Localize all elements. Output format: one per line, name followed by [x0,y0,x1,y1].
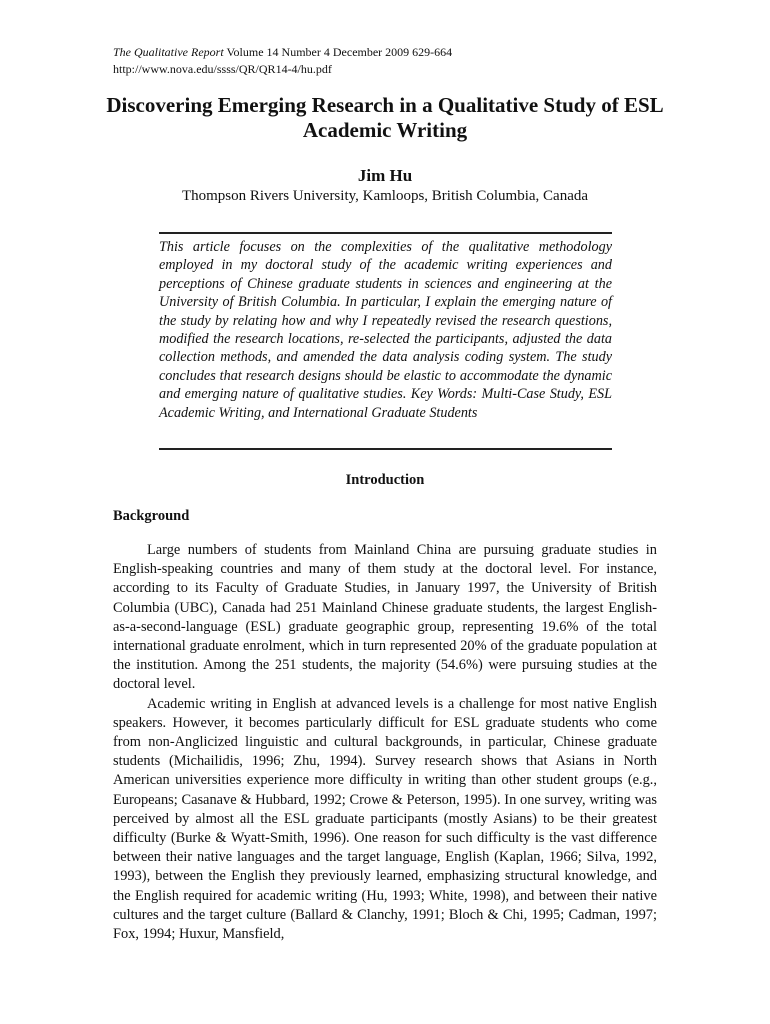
paper-title: Discovering Emerging Research in a Qualitative Study of ESL Academic Writing [106,93,664,142]
abstract-top-rule [159,232,612,234]
subsection-heading: Background [113,508,190,524]
author-name: Jim Hu [357,166,413,185]
paragraph-2: Academic writing in English at advanced levels is a challenge for most native English speakers. However, it becomes particularly difficult for ESL graduate students who come from non-Anglicized linguistic and cultural backgrounds, in particular, Chinese graduate students (Michailidis, 1996; Zhu, 1994). Survey research shows that Asians in North American universities experience more difficulty in writing than other student groups (e.g., Europeans; Casanave & Hubbard, 1992; Crowe & Peterson, 1995). In one survey, writing was perceived by almost all the ESL graduate participants (mostly Asians) to be their greatest difficulty (Burke & Wyatt-Smith, 1996). One reason for such difficulty is the vast difference between their native languages and the target language, English (Kaplan, 1966; Silva, 1992, 1993), between the English they previously learned, emphasizing structural knowledge, and the English required for academic writing (Hu, 1993; White, 1998), and between their native cultures and the target culture (Ballard & Clanchy, 1991; Bloch & Chi, 1995; Cadman, 1997; Fox, 1994; Huxur, Mansfield, [113,695,657,943]
section-heading: Introduction [345,472,425,488]
article-url[interactable]: http://www.nova.edu/ssss/QR/QR14-4/hu.pdf [113,62,332,76]
journal-citation [113,45,452,60]
abstract-bottom-rule [159,448,612,450]
abstract-text: This article focuses on the complexities of the qualitative methodology employed in my doctoral study of the academic writing experiences and perceptions of Chinese graduate students in sciences and engineering at the University of British Columbia. In particular, I explain the emerging nature of the study by relating how and why I repeatedly revised the research questions, modified the research locations, re-selected the participants, adjusted the data collection methods, and amended the data analysis coding system. The study concludes that research designs should be elastic to accommodate the dynamic and emerging nature of qualitative studies. Key Words: Multi-Case Study, ESL Academic Writing, and International Graduate Students [159,239,612,421]
body-text [113,541,657,944]
journal-name: The Qualitative Report [113,45,224,59]
author-affiliation: Thompson Rivers University, Kamloops, British Columbia, Canada [181,188,589,204]
journal-issue: Volume 14 Number 4 December 2009 629-664 [223,45,453,59]
paragraph-1: Large numbers of students from Mainland China are pursuing graduate studies in English-speaking countries and many of them study at the doctoral level. For instance, according to its Faculty of Graduate Studies, in January 1997, the University of British Columbia (UBC), Canada had 251 Mainland Chinese graduate students, the largest English-as-a-second-language (ESL) graduate geographic group, representing 19.6% of the total international graduate enrolment, which in turn represented 20% of the graduate population at the institution. Among the 251 students, the majority (54.6%) were pursuing studies at the doctoral level. [113,542,657,693]
